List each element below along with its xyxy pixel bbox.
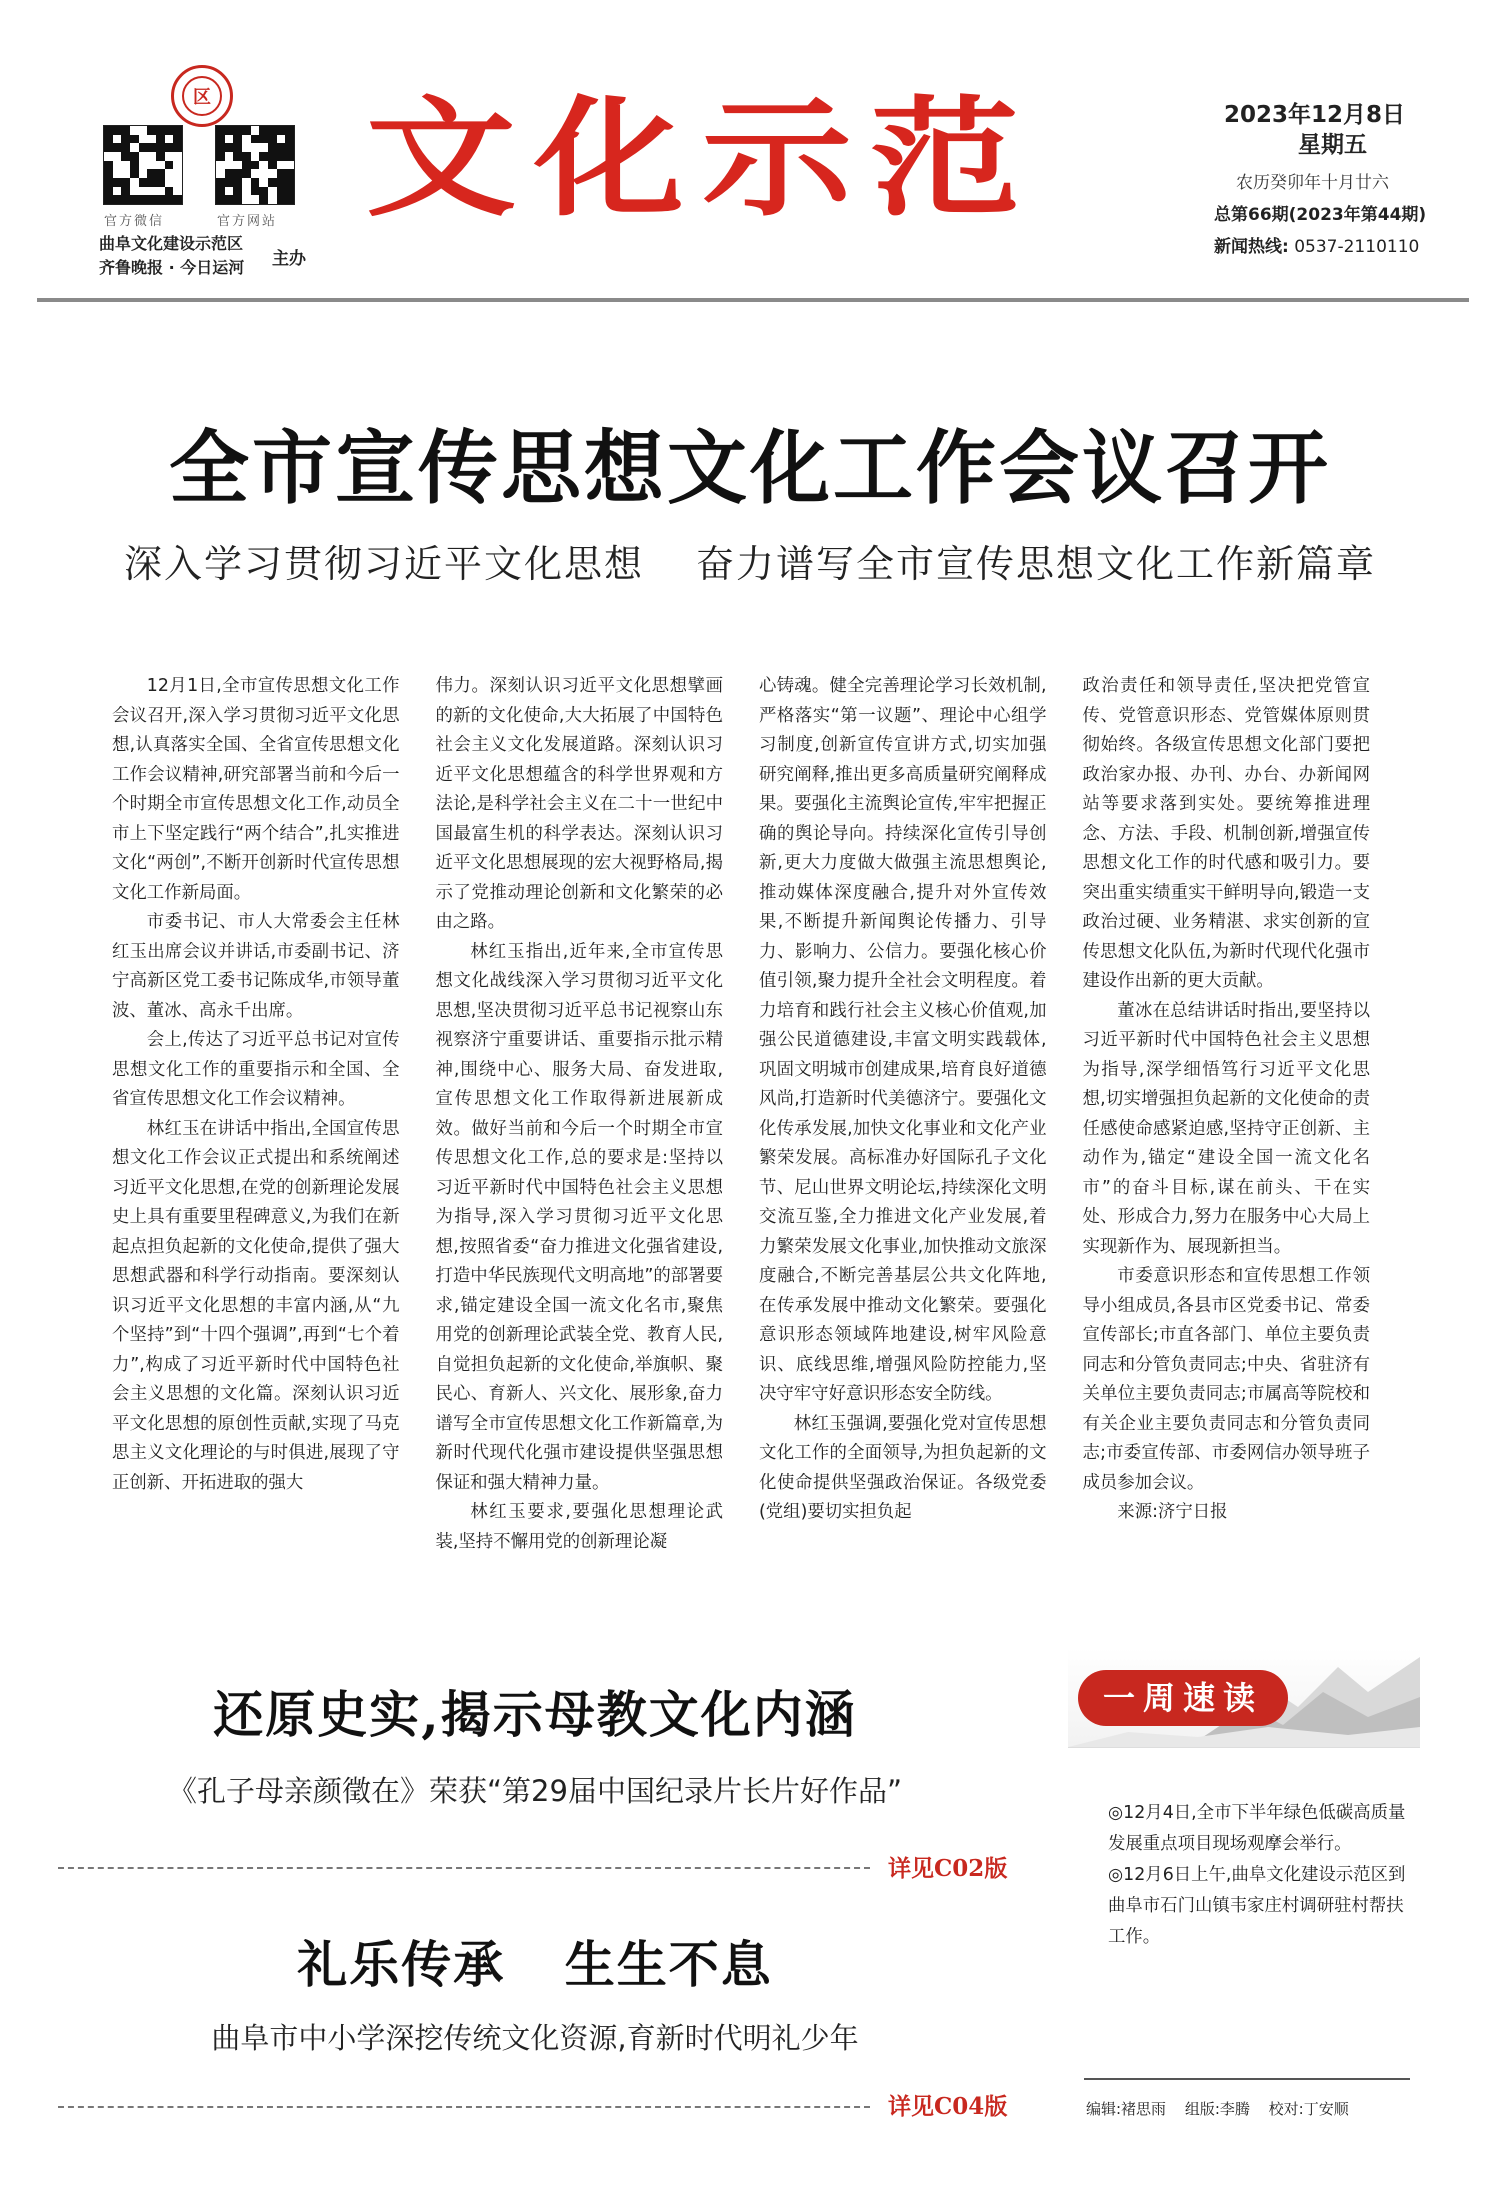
emblem-seal-icon: 区 xyxy=(171,65,233,127)
masthead-divider xyxy=(37,298,1469,302)
qr-label-wechat: 官方微信 xyxy=(104,214,165,229)
credits-divider xyxy=(1084,2078,1410,2080)
lunar-date: 农历癸卯年十月廿六 xyxy=(1236,173,1389,193)
dashed-divider xyxy=(58,1867,870,1869)
dashed-divider xyxy=(58,2106,870,2108)
article-paragraph: 来源:济宁日报 xyxy=(1117,1502,1228,1522)
host-tag: 主办 xyxy=(272,249,306,269)
article-column-2 xyxy=(436,672,724,1572)
article-paragraph: 政治责任和领导责任,坚决把党管宣传、党管意识形态、党管媒体原则贯彻始终。各级宣传思想文化部门要把政治家办报、办刊、办台、办新闻网站等要求落到实处。要统筹推进理念、方法、手段、机制创新,增强宣传思想文化工作的时代感和吸引力。要突出重实绩重实干鲜明导向,锻造一支政治过硬、业务精湛、求实创新的宣传思想文化队伍,为新时代现代化强市建设作出新的更大贡献。 xyxy=(1082,676,1370,991)
weekly-list xyxy=(1108,1798,1408,1953)
news-hotline xyxy=(1214,236,1484,258)
hotline-number: 0537-2110110 xyxy=(1294,237,1420,257)
host-line-2: 齐鲁晚报 · 今日运河 xyxy=(99,258,245,277)
weekly-item: ◎12月4日,全市下半年绿色低碳高质量发展重点项目现场观摩会举行。 xyxy=(1108,1803,1406,1854)
weekly-item: ◎12月6日上午,曲阜文化建设示范区到曲阜市石门山镇韦家庄村调研驻村帮扶工作。 xyxy=(1108,1865,1406,1947)
newspaper-title: 文化示范 xyxy=(366,84,1039,235)
article-paragraph: 市委意识形态和宣传思想工作领导小组成员,各县市区党委书记、常委宣传部长;市直各部门、单位主要负责同志和分管负责同志;中央、省驻济有关单位主要负责同志;市属高等院校和有关企业主要负责同志和分管负责同志;市委宣传部、市委网信办领导班子成员参加会议。 xyxy=(1082,1266,1370,1493)
article-paragraph: 林红玉要求,要强化思想理论武装,坚持不懈用党的创新理论凝 xyxy=(435,1502,723,1552)
weekly-banner xyxy=(1068,1648,1420,1748)
feature-subtitle-c04: 曲阜市中小学深挖传统文化资源,育新时代明礼少年 xyxy=(211,2021,859,2055)
article-column-4 xyxy=(1083,672,1371,1572)
article-paragraph: 市委书记、市人大常委会主任林红玉出席会议并讲话,市委副书记、济宁高新区党工委书记陈成华,市领导董波、董冰、高永千出席。 xyxy=(112,912,400,1021)
wechat-qr-code-icon[interactable] xyxy=(103,125,183,205)
lead-article-body xyxy=(112,672,1370,1572)
article-paragraph: 林红玉强调,要强化党对宣传思想文化工作的全面领导,为担负起新的文化使命提供坚强政治保证。各级党委(党组)要切实担负起 xyxy=(759,1413,1047,1522)
article-paragraph: 林红玉在讲话中指出,全国宣传思想文化工作会议正式提出和系统阐述习近平文化思想,在党的创新理论发展史上具有重要里程碑意义,为我们在新起点担负起新的文化使命,提供了强大思想武器和科学行动指南。要深刻认识习近平文化思想的丰富内涵,从“九个坚持”到“十四个强调”,再到“七个着力”,构成了习近平新时代中国特色社会主义思想的文化篇。深刻认识习近平文化思想的原创性贡献,实现了马克思主义文化理论的与时俱进,展现了守正创新、开拓进取的强大 xyxy=(112,1118,400,1493)
feature-title-c04[interactable]: 礼乐传承 生生不息 xyxy=(297,1935,773,1994)
editorial-credits: 编辑:褚思雨 组版:李腾 校对:丁安顺 xyxy=(1086,2100,1349,2118)
article-paragraph: 会上,传达了习近平总书记对宣传思想文化工作的重要指示和全国、全省宣传思想文化工作会议精神。 xyxy=(112,1030,400,1109)
article-column-3 xyxy=(759,672,1047,1572)
weekly-quick-read-badge: 一周速读 xyxy=(1078,1670,1288,1726)
page-ref-c02-link[interactable]: 详见C02版 xyxy=(888,1855,1008,1882)
date-block xyxy=(1214,100,1484,258)
lead-headline: 全市宣传思想文化工作会议召开 xyxy=(169,421,1331,515)
article-paragraph: 董冰在总结讲话时指出,要坚持以习近平新时代中国特色社会主义思想为指导,深学细悟笃行习近平文化思想,切实增强担负起新的文化使命的责任感使命感紧迫感,坚持守正创新、主动作为,锚定“建设全国一流文化名市”的奋斗目标,谋在前头、干在实处、形成合力,努力在服务中心大局上实现新作为、展现新担当。 xyxy=(1082,1000,1370,1257)
lead-subhead: 深入学习贯彻习近平文化思想 奋力谱写全市宣传思想文化工作新篇章 xyxy=(123,542,1377,586)
page-ref-c04-link[interactable]: 详见C04版 xyxy=(888,2093,1008,2120)
issue-number: 总第66期(2023年第44期) xyxy=(1214,205,1427,225)
article-paragraph: 伟力。深刻认识习近平文化思想擘画的新的文化使命,大大拓展了中国特色社会主义文化发展道路。深刻认识习近平文化思想蕴含的科学世界观和方法论,是科学社会主义在二十一世纪中国最富生机的科学表达。深刻认识习近平文化思想展现的宏大视野格局,揭示了党推动理论创新和文化繁荣的必由之路。 xyxy=(435,676,723,932)
host-organizations xyxy=(99,232,244,280)
article-column-1 xyxy=(112,672,400,1572)
qr-label-website: 官方网站 xyxy=(217,214,278,229)
article-paragraph: 心铸魂。健全完善理论学习长效机制,严格落实“第一议题”、理论中心组学习制度,创新宣传宣讲方式,切实加强研究阐释,推出更多高质量研究阐释成果。要强化主流舆论宣传,牢牢把握正确的舆论导向。持续深化宣传引导创新,更大力度做大做强主流思想舆论,推动媒体深度融合,提升对外宣传效果,不断提升新闻舆论传播力、引导力、影响力、公信力。要强化核心价值引领,聚力提升全社会文明程度。着力培育和践行社会主义核心价值观,加强公民道德建设,丰富文明实践载体,巩固文明城市创建成果,培育良好道德风尚,打造新时代美德济宁。要强化文化传承发展,加快文化事业和文化产业繁荣发展。高标准办好国际孔子文化节、尼山世界文明论坛,持续深化文明交流互鉴,全力推进文化产业发展,着力繁荣发展文化事业,加快推动文旅深度融合,不断完善基层公共文化阵地,在传承发展中推动文化繁荣。要强化意识形态领域阵地建设,树牢风险意识、底线思维,增强风险防控能力,坚决守牢守好意识形态安全防线。 xyxy=(759,676,1047,1404)
issue-date: 2023年12月8日 xyxy=(1224,102,1406,128)
masthead xyxy=(0,0,1500,305)
feature-subtitle-c02: 《孔子母亲颜徵在》荣获“第29届中国纪录片长片好作品” xyxy=(168,1774,902,1808)
hotline-label: 新闻热线: xyxy=(1214,237,1289,257)
article-paragraph: 林红玉指出,近年来,全市宣传思想文化战线深入学习贯彻习近平文化思想,坚决贯彻习近平总书记视察山东视察济宁重要讲话、重要指示批示精神,围绕中心、服务大局、奋发进取,宣传思想文化工作取得新进展新成效。做好当前和今后一个时期全市宣传思想文化工作,总的要求是:坚持以习近平新时代中国特色社会主义思想为指导,深入学习贯彻习近平文化思想,按照省委“奋力推进文化强省建设,打造中华民族现代文明高地”的部署要求,锚定建设全国一流文化名市,聚焦用党的创新理论武装全党、教育人民,自觉担负起新的文化使命,举旗帜、聚民心、育新人、兴文化、展形象,奋力谱写全市宣传思想文化工作新篇章,为新时代现代化强市建设提供坚强思想保证和强大精神力量。 xyxy=(435,941,723,1493)
host-line-1: 曲阜文化建设示范区 xyxy=(99,234,244,253)
feature-title-c02[interactable]: 还原史实,揭示母教文化内涵 xyxy=(213,1685,857,1744)
issue-weekday: 星期五 xyxy=(1298,132,1367,158)
article-paragraph: 12月1日,全市宣传思想文化工作会议召开,深入学习贯彻习近平文化思想,认真落实全国、全省宣传思想文化工作会议精神,研究部署当前和今后一个时期全市宣传思想文化工作,动员全市上下坚定践行“两个结合”,扎实推进文化“两创”,不断开创新时代宣传思想文化工作新局面。 xyxy=(112,676,400,903)
website-qr-code-icon[interactable] xyxy=(215,125,295,205)
